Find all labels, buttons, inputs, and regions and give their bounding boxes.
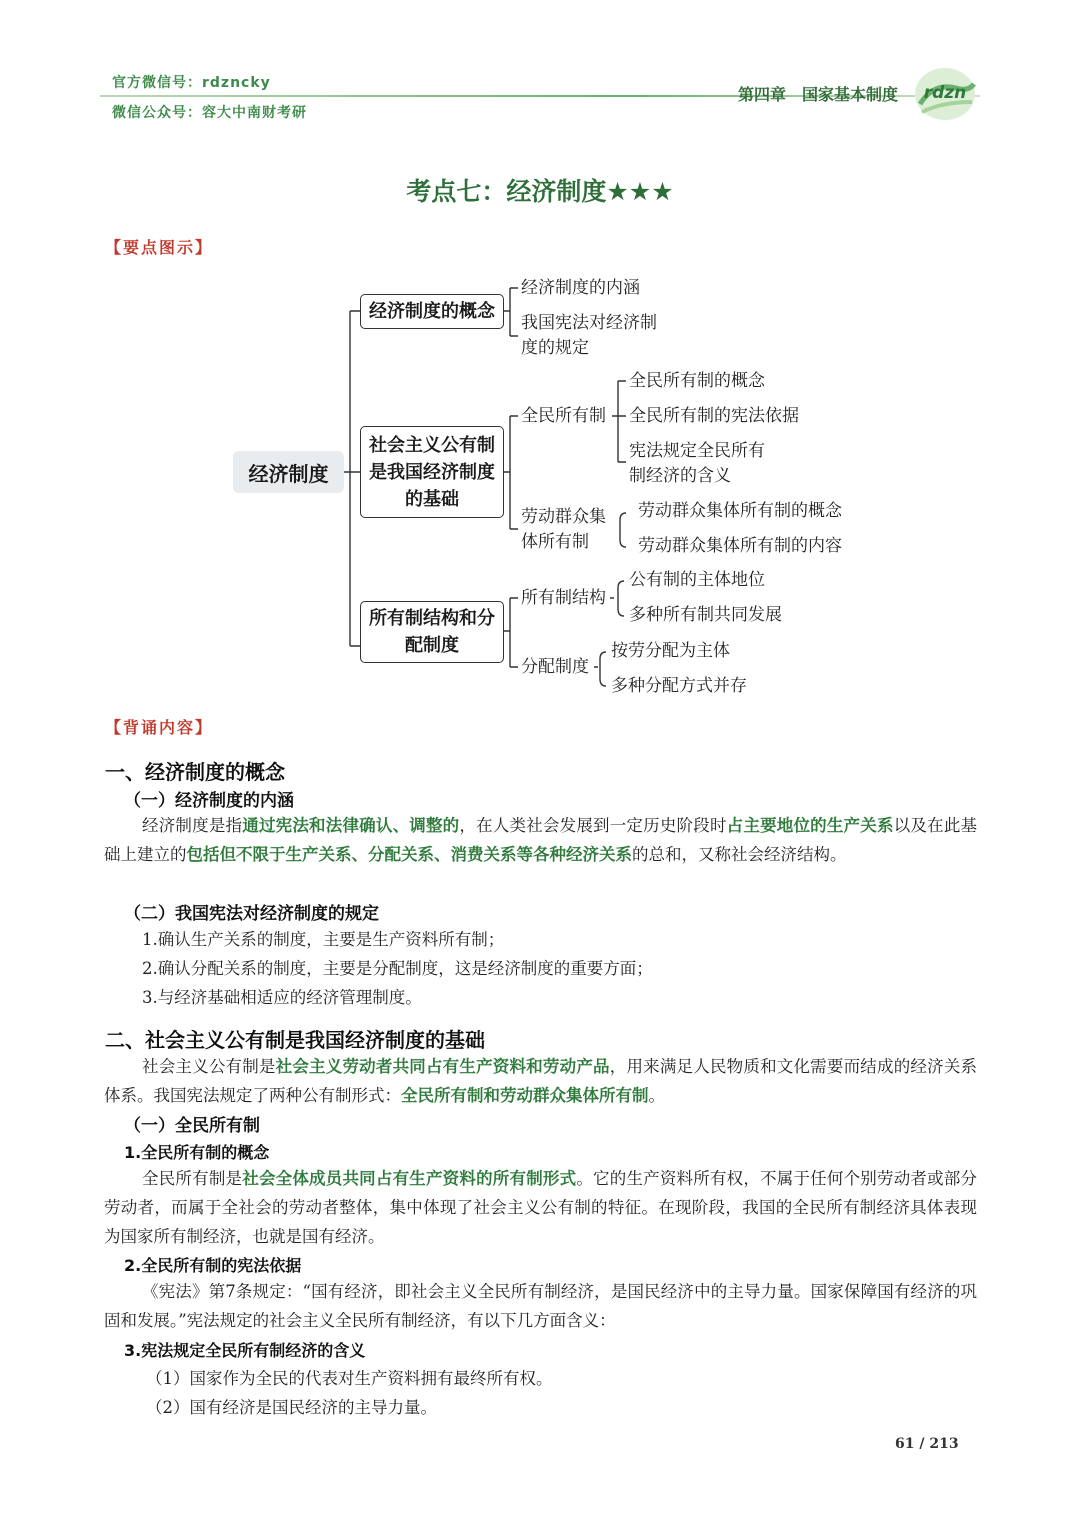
page-number: 61 / 213 — [895, 1436, 959, 1452]
mindmap-leaf: 我国宪法对经济制 — [521, 313, 657, 333]
mindmap-branch-structure: 所有制结构和分 配制度 — [360, 601, 504, 663]
mindmap-leaf: 劳动群众集体所有制的概念 — [638, 501, 842, 521]
mindmap-leaf: 多种所有制共同发展 — [629, 605, 782, 625]
list-item: 1.确认生产关系的制度，主要是生产资料所有制； — [142, 930, 505, 949]
section-heading: 一、经济制度的概念 — [105, 760, 285, 784]
mindmap-leaf: 经济制度的内涵 — [521, 278, 640, 298]
subsubsection-heading: 1.全民所有制的概念 — [124, 1143, 270, 1162]
mindmap-sub: 劳动群众集 — [521, 507, 606, 527]
subsubsection-heading: 3.宪法规定全民所有制经济的含义 — [124, 1341, 366, 1360]
list-item: （1）国家作为全民的代表对生产资料拥有最终所有权。 — [146, 1369, 553, 1388]
list-item: （2）国有经济是国民经济的主导力量。 — [146, 1398, 437, 1417]
mindmap-leaf: 全民所有制的概念 — [629, 371, 765, 391]
mindmap-branch-concept: 经济制度的概念 — [360, 294, 504, 329]
page-title: 考点七：经济制度★★★ — [406, 177, 674, 206]
mindmap-leaf: 宪法规定全民所有 — [629, 441, 765, 461]
mindmap-leaf: 多种分配方式并存 — [611, 676, 747, 696]
mindmap-sub: 所有制结构 — [521, 588, 606, 608]
public-account: 微信公众号：容大中南财考研 — [112, 105, 307, 121]
logo-text: rdzn — [923, 83, 967, 103]
list-item: 2.确认分配关系的制度，主要是分配制度，这是经济制度的重要方面； — [142, 959, 653, 978]
mindmap-leaf: 劳动群众集体所有制的内容 — [638, 536, 842, 556]
mindmap-sub: 全民所有制 — [521, 406, 606, 426]
diagram-tag: 【要点图示】 — [105, 238, 214, 257]
mindmap-leaf: 制经济的含义 — [629, 466, 731, 486]
paragraph: 《宪法》第7条规定：“国有经济，即社会主义全民所有制经济，是国民经济中的主导力量。国家保障国有经济的巩固和发展。”宪法规定的社会主义全民所有制经济，有以下几方面含义： — [104, 1282, 977, 1330]
section-heading: 二、社会主义公有制是我国经济制度的基础 — [105, 1028, 485, 1052]
subsection-heading: （二）我国宪法对经济制度的规定 — [124, 904, 379, 924]
mindmap-leaf: 按劳分配为主体 — [611, 641, 730, 661]
mindmap-branch-public-ownership: 社会主义公有制 是我国经济制度 的基础 — [360, 426, 504, 518]
mindmap-root: 经济制度 — [233, 451, 344, 493]
mindmap-leaf: 公有制的主体地位 — [629, 570, 765, 590]
subsection-heading: （一）全民所有制 — [124, 1116, 260, 1136]
mindmap-leaf: 度的规定 — [521, 338, 589, 358]
mindmap-sub: 分配制度 — [521, 657, 589, 677]
paragraph: 经济制度是指通过宪法和法律确认、调整的，在人类社会发展到一定历史阶段时占主要地位的生产关系以及在此基础上建立的包括但不限于生产关系、分配关系、消费关系等各种经济关系的总和，又称社会经济结构。 — [104, 816, 978, 864]
recite-tag: 【背诵内容】 — [105, 718, 214, 737]
subsection-heading: （一）经济制度的内涵 — [124, 791, 294, 811]
mindmap-sub: 体所有制 — [521, 532, 589, 552]
list-item: 3.与经济基础相适应的经济管理制度。 — [142, 988, 422, 1007]
paragraph: 全民所有制是社会全体成员共同占有生产资料的所有制形式。它的生产资料所有权，不属于任何个别劳动者或部分劳动者，而属于全社会的劳动者整体，集中体现了社会主义公有制的特征。在现阶段，我国的全民所有制经济具体表现为国家所有制经济，也就是国有经济。 — [104, 1169, 978, 1246]
subsubsection-heading: 2.全民所有制的宪法依据 — [124, 1256, 302, 1275]
chapter-title: 第四章 国家基本制度 — [738, 85, 899, 104]
paragraph: 社会主义公有制是社会主义劳动者共同占有生产资料和劳动产品，用来满足人民物质和文化需要而结成的经济关系体系。我国宪法规定了两种公有制形式：全民所有制和劳动群众集体所有制。 — [104, 1057, 978, 1105]
wechat-id: 官方微信号：rdzncky — [112, 75, 271, 91]
mindmap-leaf: 全民所有制的宪法依据 — [629, 406, 799, 426]
mind-map — [0, 0, 1080, 720]
